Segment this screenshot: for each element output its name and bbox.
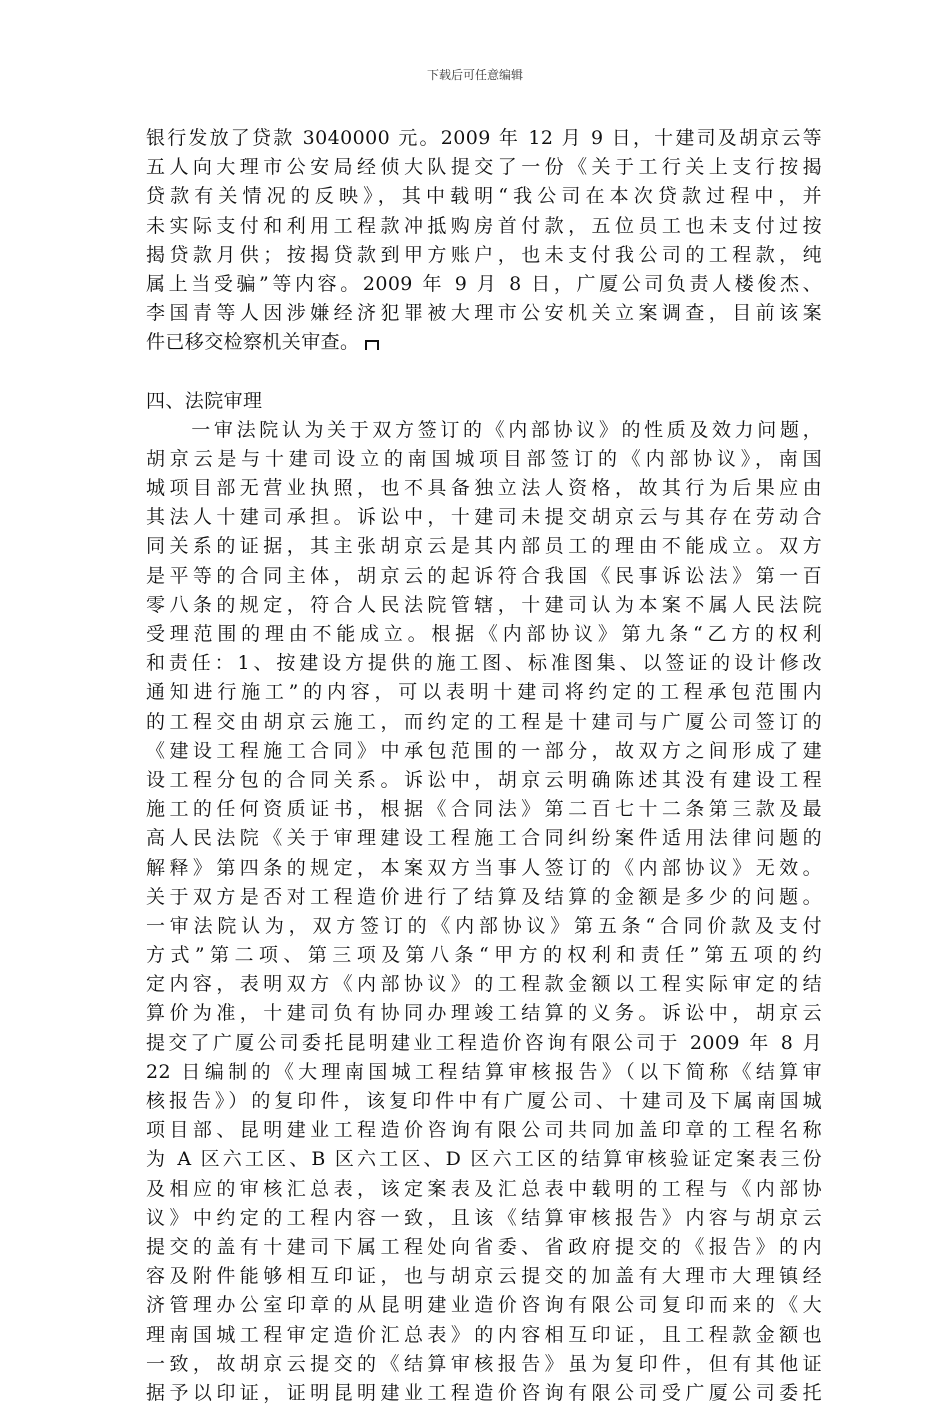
- text-line: 银行发放了贷款 3040000 元。2009 年 12 月 9 日，十建司及胡京云等: [146, 127, 822, 149]
- text-line: 《建设工程施工合同》中承包范围的一部分，故双方之间形成了建: [146, 739, 822, 762]
- text-line: 通知进行施工”的内容，可以表明十建司将约定的工程承包范围内: [146, 681, 822, 704]
- text-line: 为 A 区六工区、B 区六工区、D 区六工区的结算审核验证定案表三份: [146, 1148, 822, 1171]
- text-line-last: [146, 328, 822, 357]
- text-line: 揭贷款月供；按揭贷款到甲方账户，也未支付我公司的工程款，纯: [146, 243, 822, 266]
- text-line: 据予以印证，证明昆明建业工程造价咨询有限公司受广厦公司委托: [146, 1381, 822, 1404]
- text-line: 济管理办公室印章的从昆明建业造价咨询有限公司复印而来的《大: [146, 1294, 822, 1317]
- text-line: 和责任：1、按建设方提供的施工图、标准图集、以签证的设计修改: [146, 652, 822, 675]
- text-line: 城项目部无营业执照，也不具备独立法人资格，故其行为后果应由: [146, 477, 822, 500]
- text-line: 22 日编制的《大理南国城工程结算审核报告》（以下简称《结算审: [146, 1060, 822, 1083]
- text-line: 李国青等人因涉嫌经济犯罪被大理市公安机关立案调查，目前该案: [146, 302, 822, 325]
- text-line: 零八条的规定，符合人民法院管辖，十建司认为本案不属人民法院: [146, 593, 822, 616]
- text-line: 定内容，表明双方《内部协议》的工程款金额以工程实际审定的结: [146, 973, 822, 996]
- text-line: 未实际支付和利用工程款冲抵购房首付款，五位员工也未支付过按: [146, 214, 822, 237]
- text-line: 容及附件能够相互印证，也与胡京云提交的加盖有大理市大理镇经: [146, 1265, 822, 1288]
- page-header-note: 下载后可任意编辑: [426, 68, 523, 82]
- document-body: [146, 124, 822, 1408]
- text-cursor-icon: [365, 340, 379, 350]
- text-line: 一致，故胡京云提交的《结算审核报告》虽为复印件，但有其他证: [146, 1352, 822, 1375]
- text-line: 理南国城工程审定造价汇总表》的内容相互印证，且工程款金额也: [146, 1323, 822, 1346]
- section-heading: 四、法院审理: [146, 389, 263, 412]
- text-line: 项目部、昆明建业工程造价咨询有限公司共同加盖印章的工程名称: [146, 1119, 822, 1142]
- text-line: 解释》第四条的规定，本案双方当事人签订的《内部协议》无效。: [146, 856, 822, 879]
- text-line: 核报告》）的复印件，该复印件中有广厦公司、十建司及下属南国城: [146, 1090, 822, 1112]
- text-line: 及相应的审核汇总表，该定案表及汇总表中载明的工程与《内部协: [146, 1177, 822, 1200]
- text-line: 胡京云是与十建司设立的南国城项目部签订的《内部协议》，南国: [146, 447, 822, 470]
- paragraph-court-review: [146, 416, 822, 1408]
- text-line: 议》中约定的工程内容一致，且该《结算审核报告》内容与胡京云: [146, 1206, 822, 1229]
- paragraph-gap: [146, 358, 822, 387]
- text-line: 同关系的证据，其主张胡京云是其内部员工的理由不能成立。双方: [146, 535, 822, 558]
- text-line: 其法人十建司承担。诉讼中，十建司未提交胡京云与其存在劳动合: [146, 506, 822, 529]
- text-line-content: 件已移交检察机关审查。: [146, 331, 360, 354]
- text-line: 贷款有关情况的反映》，其中载明“我公司在本次贷款过程中，并: [146, 185, 822, 208]
- text-line: 一审法院认为关于双方签订的《内部协议》的性质及效力问题，: [146, 418, 822, 441]
- text-line: 属上当受骗”等内容。2009 年 9 月 8 日，广厦公司负责人楼俊杰、: [146, 272, 822, 295]
- text-line: 受理范围的理由不能成立。根据《内部协议》第九条“乙方的权利: [146, 623, 822, 645]
- paragraph-loan-facts: [146, 124, 822, 358]
- text-line: 提交了广厦公司委托昆明建业工程造价咨询有限公司于 2009 年 8 月: [146, 1031, 822, 1054]
- text-line: 提交的盖有十建司下属工程处向省委、省政府提交的《报告》的内: [146, 1235, 822, 1258]
- text-line: 是平等的合同主体，胡京云的起诉符合我国《民事诉讼法》第一百: [146, 564, 822, 587]
- text-line: 施工的任何资质证书，根据《合同法》第二百七十二条第三款及最: [146, 798, 822, 821]
- text-line: 五人向大理市公安局经侦大队提交了一份《关于工行关上支行按揭: [146, 156, 822, 179]
- text-line: 算价为准，十建司负有协同办理竣工结算的义务。诉讼中，胡京云: [146, 1002, 822, 1025]
- text-line: 方式”第二项、第三项及第八条“甲方的权利和责任”第五项的约: [146, 944, 822, 967]
- text-line: 的工程交由胡京云施工，而约定的工程是十建司与广厦公司签订的: [146, 710, 822, 733]
- text-line: 关于双方是否对工程造价进行了结算及结算的金额是多少的问题。: [146, 885, 822, 908]
- text-line: 一审法院认为，双方签订的《内部协议》第五条“合同价款及支付: [146, 914, 822, 937]
- text-line: 高人民法院《关于审理建设工程施工合同纠纷案件适用法律问题的: [146, 827, 822, 850]
- text-line: 设工程分包的合同关系。诉讼中，胡京云明确陈述其没有建设工程: [146, 768, 822, 791]
